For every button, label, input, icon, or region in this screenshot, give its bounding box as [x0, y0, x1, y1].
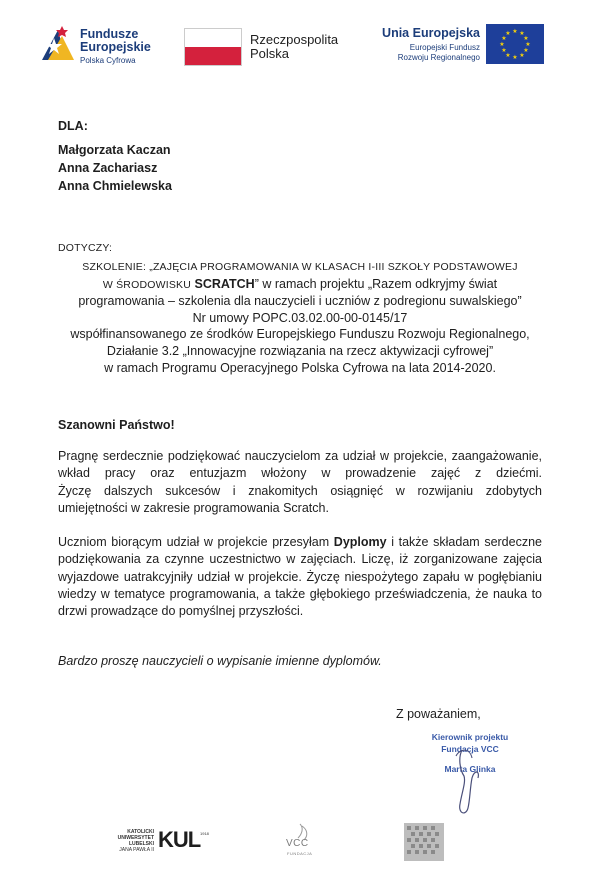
paragraph-line: podziękowania za czynne uczestnictwo w zajęciach. Liczę, iż zorganizowane zajęcia	[58, 552, 542, 567]
paragraph-line: wkład pracy oraz entuzjazm włożony w prowadzenie zajęć z dziećmi.	[58, 466, 542, 481]
rp-title-2: Polska	[250, 46, 290, 61]
ue-subtitle-1: Europejski Fundusz	[409, 43, 480, 52]
paragraph-line: drzwi prowadzące do pomyślnej przyszłości.	[58, 604, 304, 619]
vcc-wordmark: VCC	[286, 838, 309, 849]
greeting: Szanowni Państwo!	[58, 418, 175, 432]
fe-title-2: Europejskie	[80, 40, 151, 54]
subject-line-5: współfinansowanego ze środków Europejskiego Funduszu Rozwoju Regionalnego,	[70, 327, 530, 342]
paragraph-line: umiejętności w zakresie programowania Scratch.	[58, 500, 329, 515]
para2-l1-post: i także składam serdeczne	[386, 535, 542, 549]
paragraph-line	[58, 534, 542, 551]
kul-year: 1918	[200, 831, 209, 836]
svg-text:★: ★	[523, 35, 529, 42]
svg-text:★: ★	[505, 30, 511, 37]
subject-line-2a: W ŚRODOWISKU	[102, 278, 192, 291]
recipient-name: Małgorzata Kaczan	[58, 143, 171, 157]
recipient-label: DLA:	[58, 119, 88, 133]
stamp-line-2: Fundacja VCC	[441, 744, 499, 754]
kul-text-line: KATOLICKI	[127, 829, 154, 835]
subject-scratch: SCRATCH	[194, 276, 255, 291]
svg-text:★: ★	[525, 41, 531, 48]
kul-logo-icon	[106, 825, 209, 857]
qr-code-icon	[404, 823, 444, 861]
para2-l1-pre: Uczniom biorącym udział w projekcie przesyłam	[58, 535, 334, 549]
ue-title: Unia Europejska	[382, 26, 480, 40]
paragraph-line: wiedzy w tematyce programowania, a także głębokiego przeświadczenia, że nauka to	[58, 586, 542, 601]
recipient-name: Anna Chmielewska	[58, 179, 172, 193]
rzeczpospolita-polska-logo	[184, 28, 354, 68]
poland-flag-icon	[184, 28, 242, 66]
svg-text:★: ★	[519, 30, 525, 37]
subject-line-7: w ramach Programu Operacyjnego Polska Cyfrowa na lata 2014-2020.	[104, 360, 496, 375]
subject-block	[20, 258, 580, 376]
subject-line-4: Nr umowy POPC.03.02.00-00-0145/17	[192, 310, 408, 325]
para2-diplomas-bold: Dyplomy	[333, 535, 387, 549]
kul-text-line: JANA PAWŁA II	[119, 847, 154, 853]
subject-label: DOTYCZY:	[58, 242, 113, 254]
paragraph-line: wyjazdowe uatrakcyjniły udział w projekcie. Życzę niespożytego zapału w pogłębianiu	[58, 569, 542, 584]
stamp-line-1: Kierownik projektu	[431, 732, 509, 742]
rp-title-1: Rzeczpospolita	[250, 32, 339, 47]
svg-text:★: ★	[512, 54, 518, 61]
paragraph-thanks	[58, 448, 542, 517]
subject-line-6: Działanie 3.2 „Innowacyjne rozwiązania na rzecz aktywizacji cyfrowej”	[106, 343, 494, 358]
kul-text-line: LUBELSKI	[129, 841, 154, 847]
fe-title-1: Fundusze	[80, 27, 139, 41]
recipient-list	[58, 141, 172, 195]
subject-line-2b: ” w ramach projektu „Razem odkryjmy świat	[254, 276, 498, 291]
signature-stamp	[400, 730, 540, 790]
funds-logo-icon	[40, 24, 76, 62]
handwritten-signature	[400, 730, 540, 820]
vcc-subtitle: FUNDACJA	[287, 851, 313, 856]
stamp-line-3: Marta Glinka	[444, 764, 496, 774]
eu-flag-icon	[486, 24, 544, 64]
svg-text:★: ★	[523, 47, 529, 54]
fundusze-europejskie-logo	[40, 24, 180, 70]
svg-text:★: ★	[505, 52, 511, 59]
kul-text-line: UNIWERSYTET	[117, 835, 154, 841]
paragraph-line: Życzę dalszych sukcesów i znakomitych osiągnięć w rozwijaniu zdobytych	[58, 483, 542, 498]
paragraph-line: Pragnę serdecznie podziękować nauczycielom za udział w projekcie, zaangażowanie,	[58, 449, 542, 463]
recipient-name: Anna Zachariasz	[58, 161, 158, 175]
subject-line-3: programowania – szkolenia dla nauczycieli i uczniów z podregionu suwalskiego”	[78, 294, 522, 309]
ue-subtitle-2: Rozwoju Regionalnego	[397, 53, 480, 62]
unia-europejska-logo	[376, 22, 556, 66]
svg-text:★: ★	[501, 47, 507, 54]
paragraph-diplomas	[58, 534, 542, 620]
svg-text:★: ★	[512, 28, 518, 35]
closing: Z poważaniem,	[396, 707, 481, 721]
kul-wordmark: KUL	[158, 827, 201, 852]
fe-subtitle: Polska Cyfrowa	[80, 56, 136, 65]
svg-text:★: ★	[499, 41, 505, 48]
svg-text:★: ★	[501, 35, 507, 42]
request-line: Bardzo proszę nauczycieli o wypisanie imienne dyplomów.	[58, 654, 382, 668]
svg-text:★: ★	[519, 52, 525, 59]
vcc-logo-icon	[278, 822, 328, 862]
subject-line-1: SZKOLENIE: „ZAJĘCIA PROGRAMOWANIA W KLASACH I-III SZKOŁY PODSTAWOWEJ	[82, 261, 518, 273]
